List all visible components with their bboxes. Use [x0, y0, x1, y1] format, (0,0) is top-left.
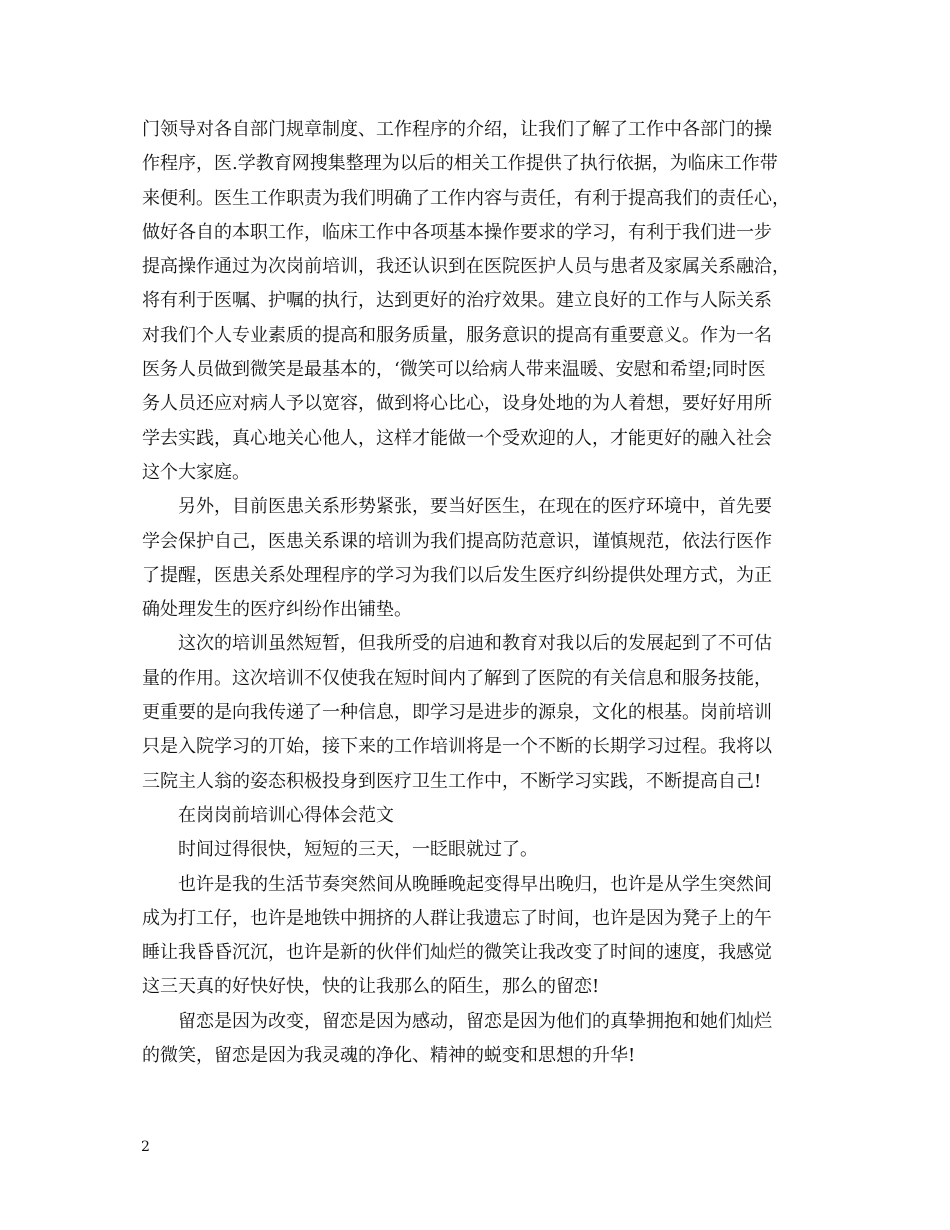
text-line: 门领导对各自部门规章制度、工作程序的介绍，让我们了解了工作中各部门的操	[142, 119, 772, 140]
text-line: 了提醒，医患关系处理程序的学习为我们以后发生医疗纠纷提供处理方式，为正	[142, 564, 772, 586]
text-line: 的微笑，留恋是因为我灵魂的净化、精神的蜕变和思想的升华!	[142, 1045, 636, 1067]
text-line: 这三天真的好快好快，快的让我那么的陌生，那么的留恋!	[142, 976, 600, 998]
section-heading: 在岗岗前培训心得体会范文	[178, 804, 394, 826]
text-line: 确处理发生的医疗纠纷作出铺垫。	[142, 599, 412, 621]
paragraph-first-line: 时间过得很快，短短的三天，一眨眼就过了。	[178, 839, 538, 861]
text-line: 睡让我昏昏沉沉，也许是新的伙伴们灿烂的微笑让我改变了时间的速度，我感觉	[142, 942, 772, 964]
text-line: 作程序，医.学教育网搜集整理为以后的相关工作提供了执行依据，为临床工作带	[142, 153, 778, 175]
text-line: 学会保护自己，医患关系课的培训为我们提高防范意识，谨慎规范，依法行医作	[142, 530, 772, 552]
body-text	[142, 113, 832, 1073]
text-line: 学去实践，真心地关心他人，这样才能做一个受欢迎的人，才能更好的融入社会	[142, 427, 772, 449]
paragraph-first-line: 也许是我的生活节奏突然间从晚睡晚起变得早出晚归，也许是从学生突然间	[178, 873, 772, 895]
text-line: 更重要的是向我传递了一种信息，即学习是进步的源泉，文化的根基。岗前培训	[142, 702, 772, 724]
paragraph-first-line: 这次的培训虽然短暂，但我所受的启迪和教育对我以后的发展起到了不可估	[178, 633, 772, 655]
text-line: 成为打工仔，也许是地铁中拥挤的人群让我遗忘了时间，也许是因为凳子上的午	[142, 907, 772, 929]
text-line: 来便利。医生工作职责为我们明确了工作内容与责任，有利于提高我们的责任心，	[142, 187, 790, 209]
text-line: 医务人员做到微笑是最基本的，‘微笑可以给病人带来温暖、安慰和希望;同时医	[142, 359, 766, 381]
text-line: 做好各自的本职工作，临床工作中各项基本操作要求的学习，有利于我们进一步	[142, 221, 772, 243]
text-line: 将有利于医嘱、护嘱的执行，达到更好的治疗效果。建立良好的工作与人际关系	[142, 290, 772, 312]
text-line: 量的作用。这次培训不仅使我在短时间内了解到了医院的有关信息和服务技能，	[142, 667, 772, 689]
paragraph-first-line: 另外，目前医患关系形势紧张，要当好医生，在现在的医疗环境中，首先要	[178, 496, 772, 518]
text-line: 这个大家庭。	[142, 461, 250, 483]
text-line: 务人员还应对病人予以宽容，做到将心比心，设身处地的为人着想，要好好用所	[142, 393, 772, 415]
text-line: 只是入院学习的丌始，接下来的工作培训将是一个不断的长期学习过程。我将以	[142, 736, 772, 758]
text-line: 三院主人翁的姿态积极投身到医疗卫生工作中，不断学习实践，不断提高自己!	[142, 770, 762, 792]
paragraph-first-line: 留恋是因为改变，留恋是因为感动，留恋是因为他们的真挚拥抱和她们灿烂	[178, 1010, 772, 1032]
text-line: 提高操作通过为次岗前培训，我还认识到在医院医护人员与患者及家属关系融洽，	[142, 256, 790, 278]
page-number: 2	[141, 1139, 150, 1155]
text-line: 对我们个人专业素质的提高和服务质量，服务意识的提高有重要意义。作为一名	[142, 324, 772, 346]
